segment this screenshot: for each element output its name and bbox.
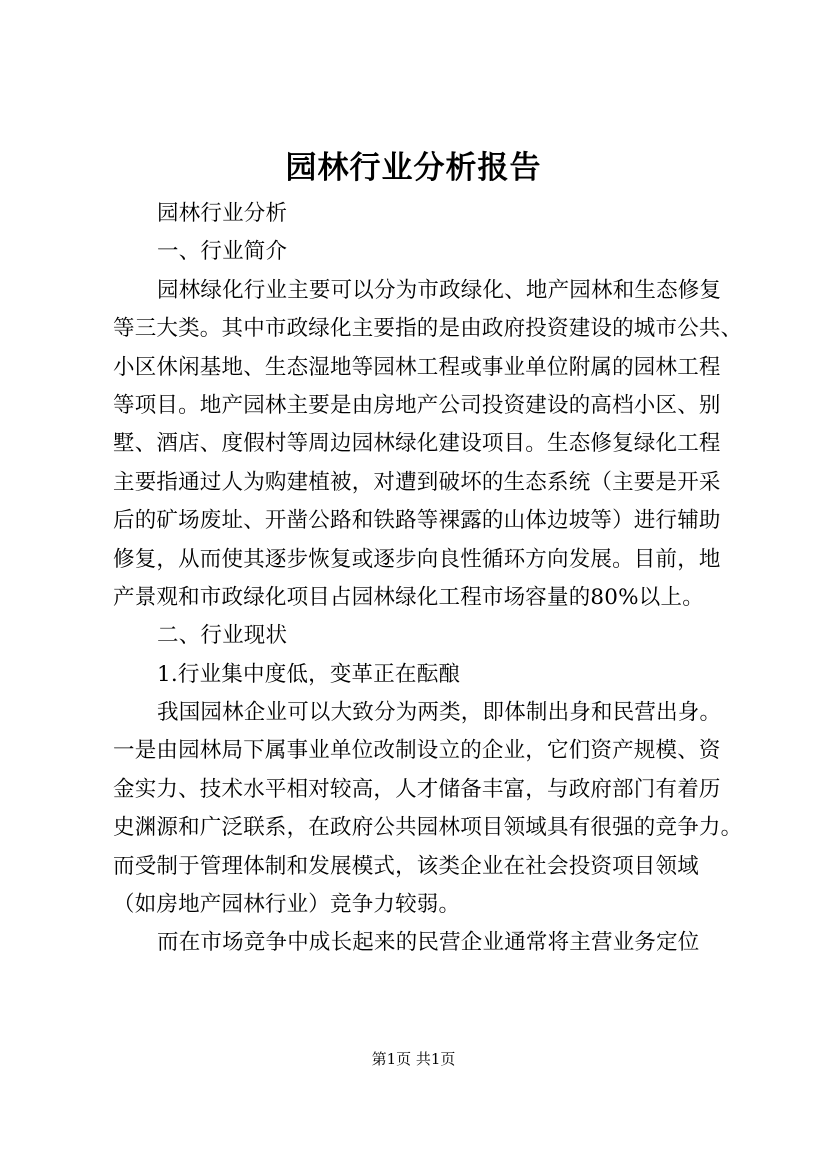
paragraph-line: 等三大类。其中市政绿化主要指的是由政府投资建设的城市公共、 [113, 316, 743, 342]
paragraph-line: 而在市场竞争中成长起来的民营企业通常将主营业务定位 [157, 930, 700, 956]
subsection-heading-line: 1.行业集中度低，变革正在酝酿 [157, 661, 461, 687]
document-title: 园林行业分析报告 [285, 150, 542, 186]
paragraph-line: 史渊源和广泛联系，在政府公共园林项目领域具有很强的竞争力。 [113, 815, 743, 841]
paragraph-line: 而受制于管理体制和发展模式，该类企业在社会投资项目领域 [113, 853, 699, 879]
section-heading-line: 一、行业简介 [157, 239, 288, 265]
paragraph-line: （如房地产园林行业）竞争力较弱。 [113, 892, 461, 918]
paragraph-line: 等项目。地产园林主要是由房地产公司投资建设的高档小区、别 [113, 392, 721, 418]
page-footer: 第1页 共1页 [371, 1050, 456, 1068]
paragraph-heading-line: 园林行业分析 [157, 201, 288, 226]
section-heading-line: 二、行业现状 [157, 623, 288, 649]
paragraph-line: 后的矿场废址、开凿公路和铁路等裸露的山体边坡等）进行辅助 [113, 508, 721, 534]
paragraph-line: 主要指通过人为购建植被，对遭到破坏的生态系统（主要是开采 [113, 469, 721, 495]
paragraph-line: 金实力、技术水平相对较高，人才储备丰富，与政府部门有着历 [113, 776, 721, 802]
paragraph-line: 修复，从而使其逐步恢复或逐步向良性循环方向发展。目前，地 [113, 546, 721, 572]
paragraph-line: 产景观和市政绿化项目占园林绿化工程市场容量的80%以上。 [113, 584, 704, 610]
paragraph-line: 墅、酒店、度假村等周边园林绿化建设项目。生态修复绿化工程 [113, 431, 721, 457]
paragraph-line: 一是由园林局下属事业单位改制设立的企业，它们资产规模、资 [113, 738, 721, 764]
paragraph-line: 我国园林企业可以大致分为两类，即体制出身和民营出身。 [157, 700, 722, 726]
paragraph-line: 小区休闲基地、生态湿地等园林工程或事业单位附属的园林工程 [113, 354, 721, 380]
paragraph-line: 园林绿化行业主要可以分为市政绿化、地产园林和生态修复 [157, 277, 722, 303]
document-body [113, 195, 743, 963]
